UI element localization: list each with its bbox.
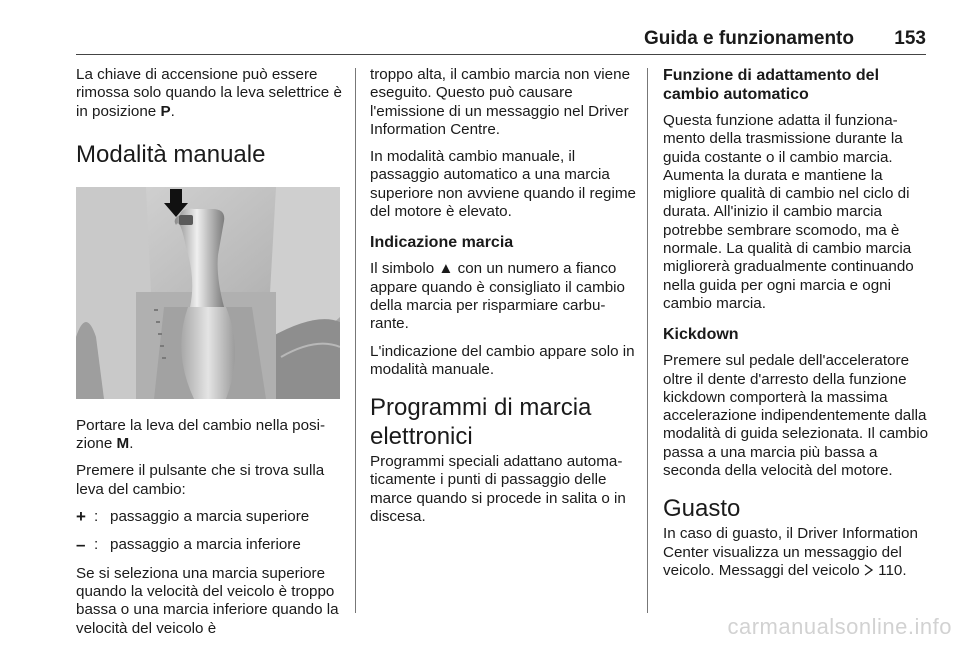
list-item: – : passaggio a marcia inferiore <box>76 535 301 555</box>
heading-funzione-adattamento: Funzione di adattamento del cambio automatico <box>663 67 880 103</box>
minus-icon: – <box>76 535 86 555</box>
page-ref-link[interactable]: 110. <box>873 561 907 579</box>
heading-modalita-manuale: Modalità manuale <box>76 140 266 168</box>
watermark: carmanualsonline.info <box>727 614 952 639</box>
heading-programmi-di-marcia: Programmi di marcia elettronici <box>370 394 592 451</box>
triangle-up-icon: ▲ <box>438 260 454 278</box>
plus-icon: + <box>76 507 86 527</box>
heading-kickdown: Kickdown <box>663 326 739 344</box>
heading-guasto: Guasto <box>663 495 741 523</box>
paragraph: Il simbolo ▲ con un numero a fianco appare quando è consigliato il cambio della marcia per risparmiare carbu-rante. <box>370 260 625 333</box>
paragraph: Portare la leva del cambio nella posi-zione M. <box>76 416 326 453</box>
paragraph: Se si seleziona una marcia superiore quando la velocità del veicolo è troppo bassa o una marcia inferiore quando la velocità del veicolo è <box>76 564 339 637</box>
column-2 <box>370 66 636 535</box>
paragraph: L'indicazione del cambio appare solo in modalità manuale. <box>370 342 635 378</box>
paragraph: Premere il pulsante che si trova sulla leva del cambio: <box>76 462 325 498</box>
paragraph: In caso di guasto, il Driver Information Center visualizza un messaggio del veicolo. Messaggi del veicolo 110. <box>663 525 918 579</box>
paragraph: In modalità cambio manuale, il passaggio automatico a una marcia superiore non avviene quando il regime del motore è elevato. <box>370 148 636 221</box>
paragraph: Programmi speciali adattano automa-ticamente i punti di passaggio delle marce quando si procede in salita o in discesa. <box>370 453 626 526</box>
page-ref-icon <box>864 564 874 576</box>
heading-indicazione-marcia: Indicazione marcia <box>370 234 514 252</box>
column-1 <box>76 66 344 647</box>
intro-paragraph: La chiave di accensione può essere rimossa solo quando la leva selettrice è in posizione P. <box>76 66 342 120</box>
gear-lever-illustration <box>76 187 340 399</box>
section-title: Guida e funzionamento <box>643 28 854 49</box>
paragraph: troppo alta, il cambio marcia non viene eseguito. Questo può causare l'emissione di un messaggio nel Driver Information Centre. <box>370 66 631 138</box>
list-item: + : passaggio a marcia superiore <box>76 507 310 527</box>
paragraph: Questa funzione adatta il funziona-mento della trasmissione durante la guida costante o il cambio marcia. Aumenta la durata e mantiene la migliore qualità di cambio nel ciclo di durata. All'inizio il cambio marcia potrebbe sembrare scomodo, ma è normale. La qualità di cambio marcia migliorerà gradualmente continuando nella guida per ogni marcia e ogni cambio marcia. <box>663 112 914 312</box>
column-divider <box>647 68 648 613</box>
page-number: 153 <box>894 28 926 49</box>
column-3 <box>663 66 929 589</box>
paragraph: Premere sul pedale dell'acceleratore oltre il dente d'arresto della funzione kickdown comporterà la massima accelerazione indipendentemente dalla modalità di guida selezionata. Il cambio passa a una marcia più bassa a seconda della velocità del motore. <box>663 352 929 480</box>
column-divider <box>355 68 356 613</box>
page-header <box>76 26 926 55</box>
